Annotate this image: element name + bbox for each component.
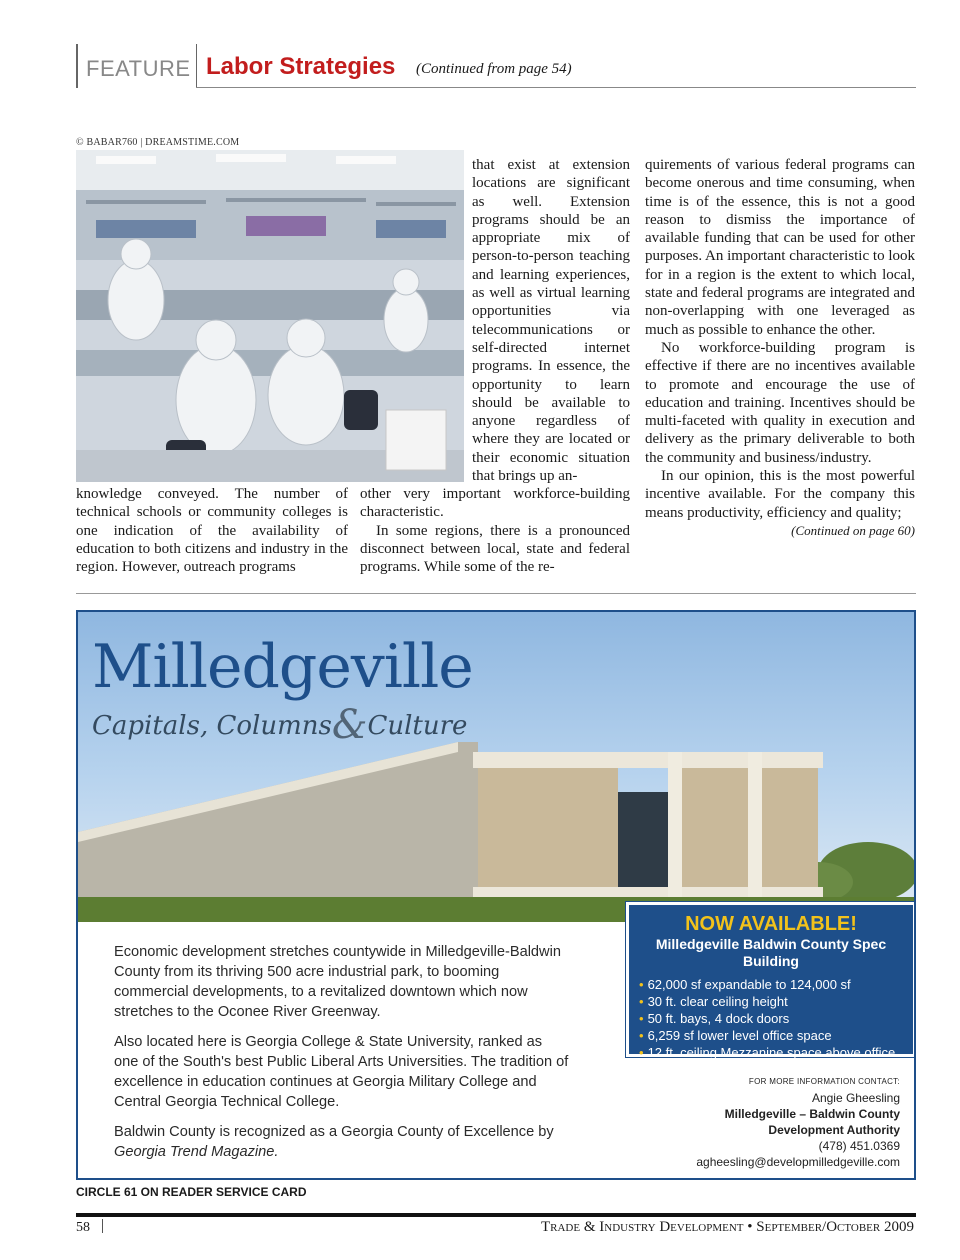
article-column-2-bottom [360, 485, 630, 576]
list-item: • 50 ft. bays, 4 dock doors [639, 1011, 790, 1026]
contact-organization: Development Authority [768, 1123, 900, 1137]
reader-service-note: CIRCLE 61 ON READER SERVICE CARD [76, 1185, 307, 1199]
tagline-part: Culture [367, 711, 468, 741]
contact-organization: Milledgeville – Baldwin County [724, 1107, 900, 1121]
article-text: In our opinion, this is the most powerful incentive available. For the company this means productivity, efficiency and quality; [645, 468, 915, 521]
continued-on: (Continued on page 60) [791, 522, 915, 538]
article-paragraph: knowledge conveyed. The number of technical schools or community colleges is one indication of the availability of education to both citizens and industry in the region. However, outreach programs [76, 486, 348, 576]
article-paragraph: other very important workforce-building characteristic. [360, 486, 630, 521]
article-paragraph: No workforce-building program is effective if there are no incentives available to promote and encourage the use of education and training. Incentives should be multi-faceted with quality in execution and delivery as the primary deliverable to both the community and business/industry. [645, 339, 915, 466]
spec-features-list [639, 976, 913, 1061]
section-separator [76, 593, 916, 594]
ad-tagline [92, 702, 467, 748]
header-rule [196, 87, 916, 88]
contact-phone: (478) 451.0369 [818, 1139, 900, 1153]
contact-label: FOR MORE INFORMATION CONTACT: [748, 1077, 900, 1086]
article-column-1 [76, 485, 348, 576]
list-item: • 12 ft. ceiling Mezzanine space above office [639, 1045, 896, 1060]
cleanroom-photo [76, 150, 464, 482]
continued-from: (Continued from page 54) [416, 61, 572, 77]
section-label: FEATURE [86, 56, 191, 81]
page-number: 58 [76, 1220, 90, 1235]
photo-credit: © BABAR760 | DREAMSTIME.COM [76, 137, 240, 148]
ad-paragraph [114, 1122, 569, 1162]
header-divider [76, 44, 78, 88]
article-column-2-top [472, 156, 630, 485]
tagline-part: Capitals, Columns [92, 711, 332, 741]
ad-logo: Milledgeville [92, 632, 473, 702]
now-available-heading: NOW AVAILABLE! [685, 913, 857, 935]
article-paragraph: In some regions, there is a pronounced disconnect between local, state and federal programs. While some of the re- [360, 522, 630, 576]
page-header [76, 44, 916, 88]
article-column-3 [645, 156, 915, 540]
publication-info: Trade & Industry Development • September/October 2009 [540, 1219, 914, 1235]
article-title: Labor Strategies [206, 53, 396, 80]
list-item: • 62,000 sf expandable to 124,000 sf [639, 977, 851, 992]
contact-email[interactable]: agheesling@developmilledgeville.com [696, 1155, 900, 1169]
ad-paragraph: Also located here is Georgia College & State University, ranked as one of the South's best Public Liberal Arts Universities. The tradition of excellence in education continues at Georgia Military College and Central Georgia Technical College. [114, 1034, 569, 1110]
article-paragraph: quirements of various federal programs can become onerous and time consuming, when time is of the essence, this is not a good reason to dismiss the importance of available funding that can be used for other purposes. An important characteristic to look for in a region is the extent to which local, state and federal programs are integrated and non-overlapping with one leveraged as much as possible to enhance the other. [645, 157, 915, 338]
list-item: • 6,259 sf lower level office space [639, 1028, 832, 1043]
ad-text: Baldwin County is recognized as a Georgia County of Excellence by [114, 1124, 554, 1140]
header-divider [196, 44, 197, 88]
list-item: • 30 ft. clear ceiling height [639, 994, 788, 1009]
ad-magazine: Georgia Trend Magazine. [114, 1144, 279, 1160]
ad-body [114, 942, 569, 1172]
contact-name: Angie Gheesling [811, 1091, 900, 1105]
ad-paragraph: Economic development stretches countywide in Milledgeville-Baldwin County from its thriving 500 acre industrial park, to booming commercial developments, to a revitalized downtown which now stretches to the Oconee River Greenway. [114, 944, 561, 1020]
footer-rule [76, 1213, 916, 1217]
tagline-ampersand: & [331, 702, 368, 748]
article-paragraph: that exist at extension locations are significant as well. Extension programs should be an appropriate mix of person-to-person teaching and learning experiences, as well as virtual learning opportunities via telecommunications or self-directed internet programs. In essence, the opportunity to learn should be available to anyone regardless of where they are located or their economic situation that brings up an- [472, 157, 630, 485]
milledgeville-advertisement [76, 610, 916, 1180]
now-available-box [626, 902, 916, 1060]
contact-info [600, 1077, 900, 1170]
article-paragraph [645, 467, 915, 538]
footer-divider [102, 1219, 103, 1233]
spec-building-title: Milledgeville Baldwin County Spec Building [655, 936, 887, 969]
